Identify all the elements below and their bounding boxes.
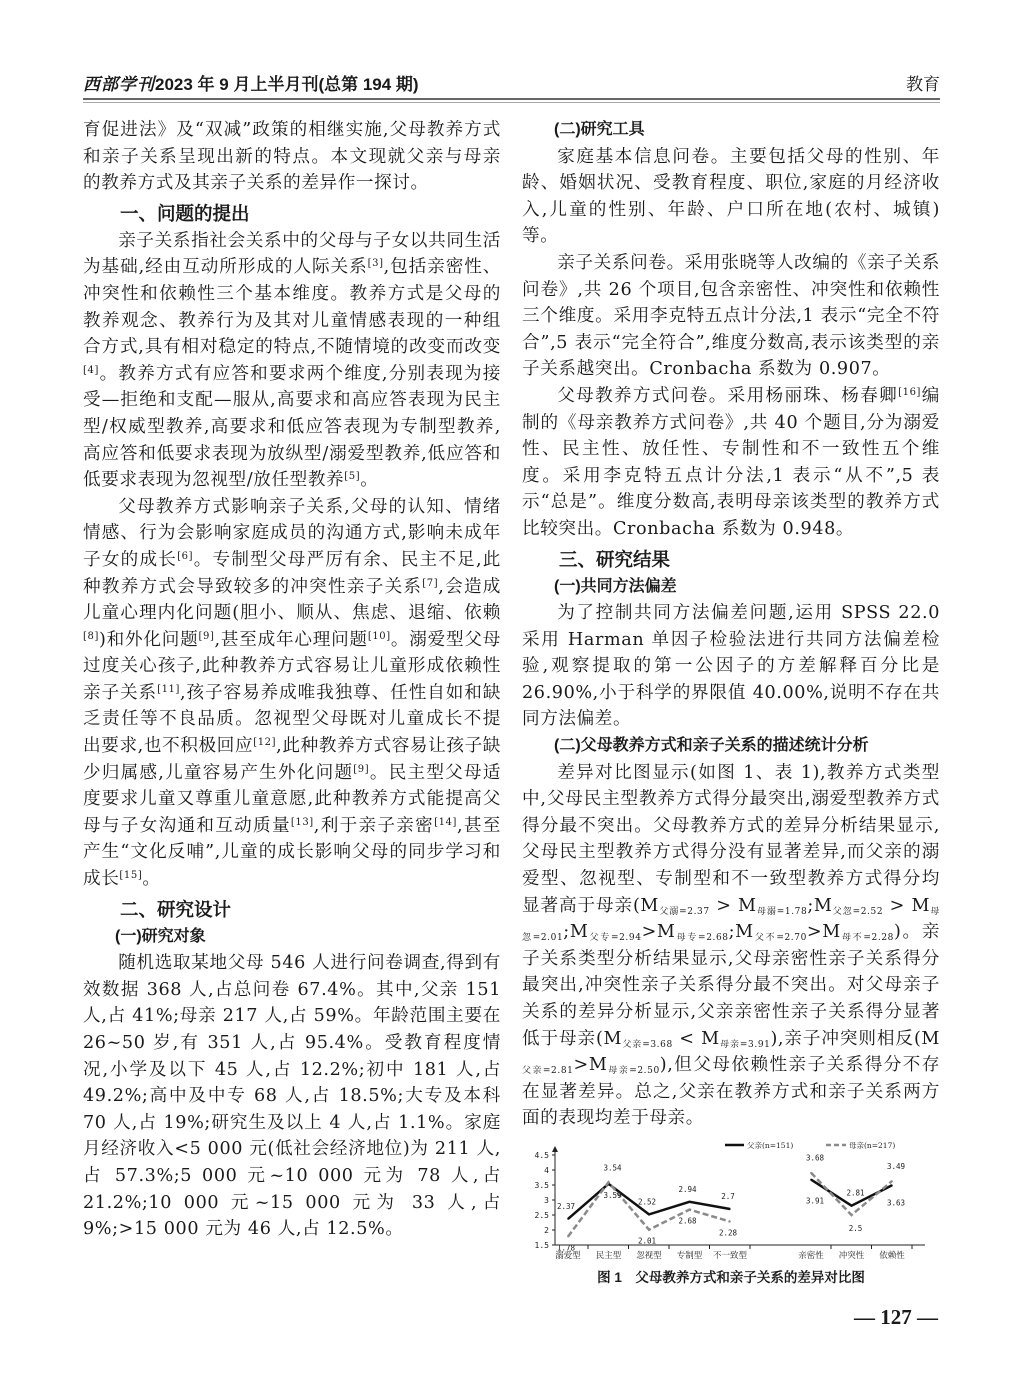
- legend-label-mother: 母亲(n=217): [849, 1141, 896, 1150]
- text-run: > M: [709, 895, 757, 916]
- text-run: ;M: [563, 922, 589, 943]
- citation: [5]: [344, 471, 361, 483]
- header-rule-thin: [83, 102, 940, 103]
- x-tick-label: 依赖性: [879, 1251, 905, 1261]
- text-run: >M: [641, 922, 676, 943]
- text-run: ),亲子冲突则相反(M: [770, 1028, 941, 1049]
- text-run: 随机选取某地父母 546 人进行问卷调查,得到有效数据 368 人,占总问卷 67.4%。其中,父亲 151 人,占 41%;母亲 217 人,占 59%。年龄范围主要在 26~50 岁,有 351 人,占 95.4%。受教育程度情况,小学及以下 45 人,占 12.2%;初中 181 人,占 49.2%;高中及中专 68 人,占 18.5%;大专及本科 70 人,占 19%;研究生及以上 4 人,占 1.1%。家庭月经济收入<5 000 元(低社会经济地位)为 211 人,占 57.3%;5 000 元~10 000 元为 78 人,占 21.2%;10 000 元~15 000 元为 33 人,占 9%;>15 000 元为 46 人,占 12.5%。: [83, 953, 501, 1240]
- section-label: 教育: [906, 75, 940, 94]
- citation: [9]: [353, 763, 370, 775]
- data-label: 2.7: [721, 1192, 735, 1201]
- text-run: )和外化问题: [98, 629, 199, 650]
- citation: [10]: [367, 630, 391, 642]
- data-label: 2.37: [556, 1201, 576, 1211]
- subscript: 父溺=2.37: [659, 906, 710, 917]
- subscript: 父不=2.70: [753, 933, 807, 944]
- text-run: ,利于亲子亲密: [313, 815, 435, 836]
- series-line-mother: [568, 1182, 730, 1236]
- data-label: 2.52: [637, 1197, 657, 1207]
- figure-1-chart: [530, 1133, 940, 1268]
- data-label: 3.49: [886, 1162, 906, 1172]
- subscript: 母溺=1.78: [756, 906, 808, 917]
- paragraph: [522, 250, 940, 383]
- text-run: 父母教养方式影响亲子关系,父母的认知、情绪情感、行为会影响家庭成员的沟通方式,影响未成年子女的成长: [83, 496, 501, 570]
- subscript: 父亲=3.68: [622, 1039, 673, 1050]
- text-run: 为了控制共同方法偏差问题,运用 SPSS 22.0 采用 Harman 单因子检验法进行共同方法偏差检验,观察提取的第一公因子的方差解释百分比是 26.90%,小于科学的界限值 40.00%,说明不存在共同方法偏差。: [522, 603, 940, 730]
- data-point-mother: [648, 1229, 650, 1231]
- data-point-mother: [608, 1182, 610, 1184]
- y-tick-label: 4: [544, 1166, 549, 1175]
- subscript: 母专=2.68: [675, 933, 729, 944]
- y-axis-arrow-icon: [552, 1146, 558, 1152]
- text-run: < M: [672, 1028, 720, 1049]
- x-tick-label: 忽视型: [636, 1251, 662, 1261]
- x-tick-label: 专制型: [676, 1251, 703, 1261]
- y-tick-label: 3.5: [534, 1181, 549, 1190]
- issue-info: 2023 年 9 月上半月刊(总第 194 期): [155, 75, 419, 94]
- text-run: 编制的《母亲教养方式问卷》,共 40 个题目,分为溺爱性、民主性、放任性、专制性和不一致性五个维度。采用李克特五点计分法,1 表示“从不”,5 表示“总是”。维度分数高,表明母亲该类型的教养方式比较突出。Cronbacha 系数为 0.948。: [522, 385, 940, 539]
- subscript: 父亲=2.81: [522, 1066, 574, 1077]
- y-tick-label: 1.5: [534, 1241, 549, 1250]
- data-point-mother: [689, 1209, 691, 1211]
- data-label: 2.81: [846, 1188, 865, 1198]
- text-run: 亲子关系问卷。采用张晓等人改编的《亲子关系问卷》,共 26 个项目,包含亲密性、冲突性和依赖性三个维度。采用李克特五点计分法,1 表示“完全不符合”,5 表示“完全符合”,维度分数高,表示该类型的亲子关系越突出。Cronbacha 系数为 0.907。: [522, 252, 940, 380]
- citation: [3]: [367, 258, 384, 270]
- paragraph: [83, 228, 501, 494]
- data-label: 2.28: [718, 1228, 738, 1238]
- data-label: 2.68: [678, 1216, 697, 1226]
- data-label: 1.78: [556, 1243, 576, 1253]
- citation: [15]: [119, 870, 143, 882]
- text-run: >M: [806, 922, 841, 943]
- paragraph: [522, 600, 940, 733]
- data-label: 3.91: [805, 1196, 825, 1206]
- citation: [13]: [290, 816, 314, 828]
- y-tick-label: 3: [544, 1196, 549, 1205]
- paragraph: [522, 383, 940, 543]
- text-run: ;M: [807, 895, 833, 916]
- right-column: [522, 117, 940, 1132]
- data-point-father: [648, 1214, 650, 1216]
- text-run: )。亲子关系类型分析结果显示,父母亲密性亲子关系得分最突出,冲突性亲子关系得分最不突出。对父母亲子关系的差异分析显示,父亲亲密性亲子关系得分显著低于母亲(M: [522, 922, 941, 1049]
- text-run: ),但父母依赖性亲子关系得分不存在显著差异。总之,父亲在教养方式和亲子关系两方面的表现均差于母亲。: [522, 1055, 941, 1129]
- page-number: — 127 —: [854, 1305, 938, 1329]
- data-point-mother: [810, 1172, 812, 1174]
- figure-caption: 图 1 父母教养方式和亲子关系的差异对比图: [597, 1270, 865, 1285]
- text-run: 。专制型父母严厉有余、民主不足,此种教养方式会导致较多的冲突性亲子关系: [83, 549, 501, 597]
- x-tick-label: 民主型: [595, 1251, 622, 1261]
- citation: [14]: [434, 816, 458, 828]
- data-point-father: [567, 1218, 569, 1220]
- text-run: 。民主型父母适度要求儿童又尊重儿童意愿,此种教养方式能提高父母与子女沟通和互动质量: [83, 762, 501, 836]
- text-run: ,孩子容易养成唯我独尊、任性自如和缺乏责任等不良品质。忽视型父母既对儿童成长不提出要求,也不积极回应: [83, 682, 501, 757]
- text-run: ,甚至产生“文化反哺”,儿童的成长影响父母的同步学习和成长: [83, 815, 501, 890]
- text-run: 家庭基本信息问卷。主要包括父母的性别、年龄、婚姻状况、受教育程度、职位,家庭的月经济收入,儿童的性别、年龄、户口所在地(农村、城镇)等。: [522, 146, 940, 247]
- text-run: 差异对比图显示(如图 1、表 1),教养方式类型中,父母民主型教养方式得分最突出,溺爱型教养方式得分最不突出。父母教养方式的差异分析结果显示,父母民主型教养方式得分没有显著差异,而父亲的溺爱型、忽视型、专制型和不一致型教养方式得分均显著高于母亲(M: [522, 762, 940, 916]
- citation: [6]: [177, 550, 194, 562]
- data-point-mother: [851, 1214, 853, 1216]
- text-run: ,包括亲密性、冲突性和依赖性三个基本维度。教养方式是父母的教养观念、教养行为及其对儿童情感表现的一种组合方式,具有相对稳定的特点,不随情境的改变而改变: [83, 257, 501, 358]
- data-point-mother: [729, 1221, 731, 1223]
- paragraph: [522, 144, 940, 250]
- paragraph: [83, 950, 501, 1243]
- subsection-heading: (一)共同方法偏差: [554, 577, 677, 595]
- paragraph: [83, 117, 501, 197]
- x-tick-label: 冲突性: [838, 1251, 865, 1261]
- text-run: 。溺爱型父母过度关心孩子,此种教养方式容易让儿童形成依赖性亲子关系: [83, 629, 501, 703]
- subscript: 母亲=2.50: [607, 1066, 660, 1077]
- text-run: 父母教养方式问卷。采用杨丽珠、杨春卿: [557, 385, 899, 406]
- text-run: 亲子关系指社会关系中的父母与子女以共同生活为基础,经由互动所形成的人际关系: [83, 230, 501, 278]
- text-run: ;M: [728, 922, 754, 943]
- paragraph: [83, 494, 501, 893]
- subscript: 父忽=2.52: [832, 906, 884, 917]
- data-point-father: [851, 1205, 853, 1207]
- subscript: 母亲=3.91: [719, 1039, 771, 1050]
- journal-issue-line: [83, 70, 419, 95]
- citation: [8]: [83, 630, 99, 642]
- data-label: 3.54: [603, 1163, 622, 1173]
- text-run: ,甚至成年心理问题: [214, 629, 368, 650]
- section-heading: 三、研究结果: [559, 548, 671, 570]
- data-label: 2.5: [848, 1224, 863, 1233]
- section-heading: 一、问题的提出: [120, 202, 250, 224]
- citation: [4]: [83, 364, 99, 376]
- data-point-father: [689, 1201, 691, 1203]
- citation: [16]: [898, 386, 922, 398]
- x-tick-label: 不一致型: [712, 1251, 748, 1261]
- text-run: 。: [360, 470, 379, 491]
- page-header: [83, 68, 940, 96]
- text-run: 育促进法》及“双减”政策的相继实施,父母教养方式和亲子关系呈现出新的特点。本文现就父亲与母亲的教养方式及其亲子关系的差异作一探讨。: [83, 120, 501, 194]
- x-tick-label: 溺爱型: [555, 1251, 581, 1261]
- subscript: 母不=2.28: [840, 933, 894, 944]
- data-label: 2.94: [678, 1184, 697, 1194]
- y-tick-label: 2.5: [534, 1211, 549, 1220]
- data-point-mother: [891, 1180, 893, 1182]
- data-point-father: [810, 1179, 812, 1181]
- text-run: >M: [573, 1055, 608, 1076]
- x-tick-label: 亲密性: [798, 1251, 824, 1261]
- left-column: [83, 117, 501, 1243]
- citation: [9]: [198, 630, 215, 642]
- y-tick-label: 2: [544, 1226, 549, 1235]
- citation: [7]: [422, 577, 439, 589]
- citation: [12]: [253, 737, 277, 749]
- data-point-father: [891, 1185, 893, 1187]
- y-tick-label: 4.5: [534, 1151, 549, 1160]
- journal-logo: 西部学刊: [83, 75, 155, 95]
- text-run: > M: [883, 895, 931, 916]
- text-run: 。: [142, 869, 161, 890]
- text-run: ,此种教养方式容易让孩子缺少归属感,儿童容易产生外化问题: [83, 736, 501, 783]
- text-run: 。教养方式有应答和要求两个维度,分别表现为接受—拒绝和支配—服从,高要求和高应答表现为民主型/权威型教养,高要求和低应答表现为专制型教养,高应答和低要求表现为放纵型/溺爱型教养,低应答和低要求表现为忽视型/放任型教养: [83, 363, 501, 491]
- subsection-heading: (一)研究对象: [115, 927, 206, 945]
- text-run: ,会造成儿童心理内化问题(胆小、顺从、焦虑、退缩、依赖: [83, 576, 501, 624]
- data-point-father: [729, 1208, 731, 1210]
- subscript: 父专=2.94: [588, 933, 642, 944]
- data-label: 3.68: [805, 1153, 825, 1163]
- subscript: 母忽=2.01: [522, 906, 941, 944]
- header-rule: [83, 98, 940, 100]
- legend-label-father: 父亲(n=151): [747, 1141, 794, 1150]
- section-heading: 二、研究设计: [120, 898, 232, 920]
- subsection-heading: (二)父母教养方式和亲子关系的描述统计分析: [554, 737, 869, 755]
- subsection-heading: (二)研究工具: [554, 121, 645, 138]
- data-point-mother: [567, 1236, 569, 1238]
- citation: [11]: [157, 683, 181, 695]
- paragraph: [522, 760, 940, 1132]
- data-label: 3.63: [886, 1198, 906, 1208]
- data-label: 2.01: [637, 1236, 657, 1246]
- data-label: 3.59: [603, 1190, 622, 1200]
